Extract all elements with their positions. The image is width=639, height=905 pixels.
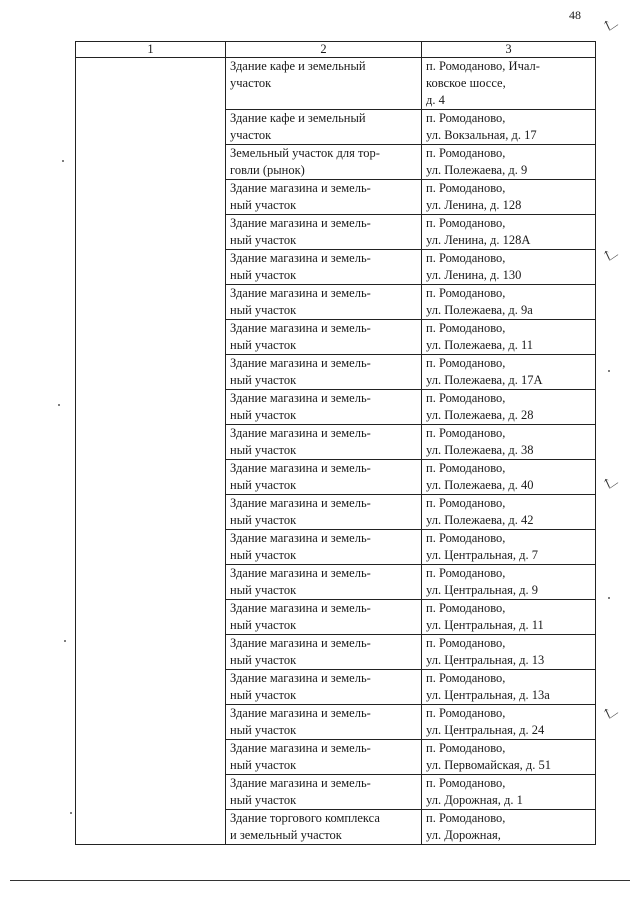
address-cell: п. Ромоданово, ул. Полежаева, д. 11 — [422, 320, 596, 355]
scan-speck — [608, 597, 610, 599]
scan-speck — [608, 370, 610, 372]
object-cell: Здание магазина и земель- ный участок — [226, 705, 422, 740]
object-cell: Здание магазина и земель- ный участок — [226, 565, 422, 600]
object-cell: Земельный участок для тор- говли (рынок) — [226, 145, 422, 180]
address-cell: п. Ромоданово, ул. Ленина, д. 128А — [422, 215, 596, 250]
object-cell: Здание магазина и земель- ный участок — [226, 460, 422, 495]
object-cell: Здание магазина и земель- ный участок — [226, 285, 422, 320]
object-cell: Здание магазина и земель- ный участок — [226, 775, 422, 810]
object-cell: Здание магазина и земель- ный участок — [226, 635, 422, 670]
scan-speck — [58, 404, 60, 406]
objects-table — [75, 41, 596, 845]
address-cell: п. Ромоданово, ул. Полежаева, д. 9 — [422, 145, 596, 180]
object-cell: Здание магазина и земель- ный участок — [226, 530, 422, 565]
object-cell: Здание кафе и земельный участок — [226, 110, 422, 145]
table-header-row — [76, 42, 596, 58]
object-cell: Здание торгового комплекса и земельный участок — [226, 810, 422, 845]
object-cell: Здание магазина и земель- ный участок — [226, 390, 422, 425]
scan-speck — [70, 812, 72, 814]
scan-speck — [64, 640, 66, 642]
address-cell: п. Ромоданово, ул. Первомайская, д. 51 — [422, 740, 596, 775]
object-cell: Здание магазина и земель- ный участок — [226, 320, 422, 355]
scan-speck — [62, 160, 64, 162]
object-cell: Здание магазина и земель- ный участок — [226, 670, 422, 705]
address-cell: п. Ромоданово, ул. Центральная, д. 9 — [422, 565, 596, 600]
address-cell: п. Ромоданово, ул. Полежаева, д. 38 — [422, 425, 596, 460]
object-cell: Здание магазина и земель- ный участок — [226, 180, 422, 215]
address-cell: п. Ромоданово, ул. Полежаева, д. 17А — [422, 355, 596, 390]
column-header-2: 2 — [226, 42, 422, 58]
table-body — [76, 58, 596, 845]
object-cell: Здание магазина и земель- ный участок — [226, 355, 422, 390]
column-1-cell — [76, 58, 226, 845]
address-cell: п. Ромоданово, ул. Полежаева, д. 40 — [422, 460, 596, 495]
scan-mark: ↖⁄ — [600, 246, 618, 265]
table-row — [76, 58, 596, 110]
page-number: 48 — [569, 8, 581, 22]
scan-mark: ↖⁄ — [600, 474, 618, 493]
object-cell: Здание магазина и земель- ный участок — [226, 425, 422, 460]
object-cell: Здание кафе и земельный участок — [226, 58, 422, 110]
address-cell: п. Ромоданово, ул. Полежаева, д. 9а — [422, 285, 596, 320]
address-cell: п. Ромоданово, ул. Ленина, д. 130 — [422, 250, 596, 285]
object-cell: Здание магазина и земель- ный участок — [226, 600, 422, 635]
address-cell: п. Ромоданово, ул. Ленина, д. 128 — [422, 180, 596, 215]
address-cell: п. Ромоданово, ул. Центральная, д. 13а — [422, 670, 596, 705]
bottom-rule — [10, 880, 630, 881]
address-cell: п. Ромоданово, ул. Полежаева, д. 42 — [422, 495, 596, 530]
address-cell: п. Ромоданово, ул. Дорожная, — [422, 810, 596, 845]
address-cell: п. Ромоданово, ул. Центральная, д. 24 — [422, 705, 596, 740]
column-header-3: 3 — [422, 42, 596, 58]
object-cell: Здание магазина и земель- ный участок — [226, 250, 422, 285]
object-cell: Здание магазина и земель- ный участок — [226, 215, 422, 250]
object-cell: Здание магазина и земель- ный участок — [226, 495, 422, 530]
address-cell: п. Ромоданово, ул. Центральная, д. 13 — [422, 635, 596, 670]
object-cell: Здание магазина и земель- ный участок — [226, 740, 422, 775]
address-cell: п. Ромоданово, ул. Центральная, д. 11 — [422, 600, 596, 635]
column-header-1: 1 — [76, 42, 226, 58]
address-cell: п. Ромоданово, ул. Центральная, д. 7 — [422, 530, 596, 565]
address-cell: п. Ромоданово, Ичал- ковское шоссе, д. 4 — [422, 58, 596, 110]
address-cell: п. Ромоданово, ул. Дорожная, д. 1 — [422, 775, 596, 810]
scan-mark: ↖⁄ — [600, 704, 618, 723]
scan-mark: ↖⁄ — [600, 16, 618, 35]
address-cell: п. Ромоданово, ул. Полежаева, д. 28 — [422, 390, 596, 425]
address-cell: п. Ромоданово, ул. Вокзальная, д. 17 — [422, 110, 596, 145]
